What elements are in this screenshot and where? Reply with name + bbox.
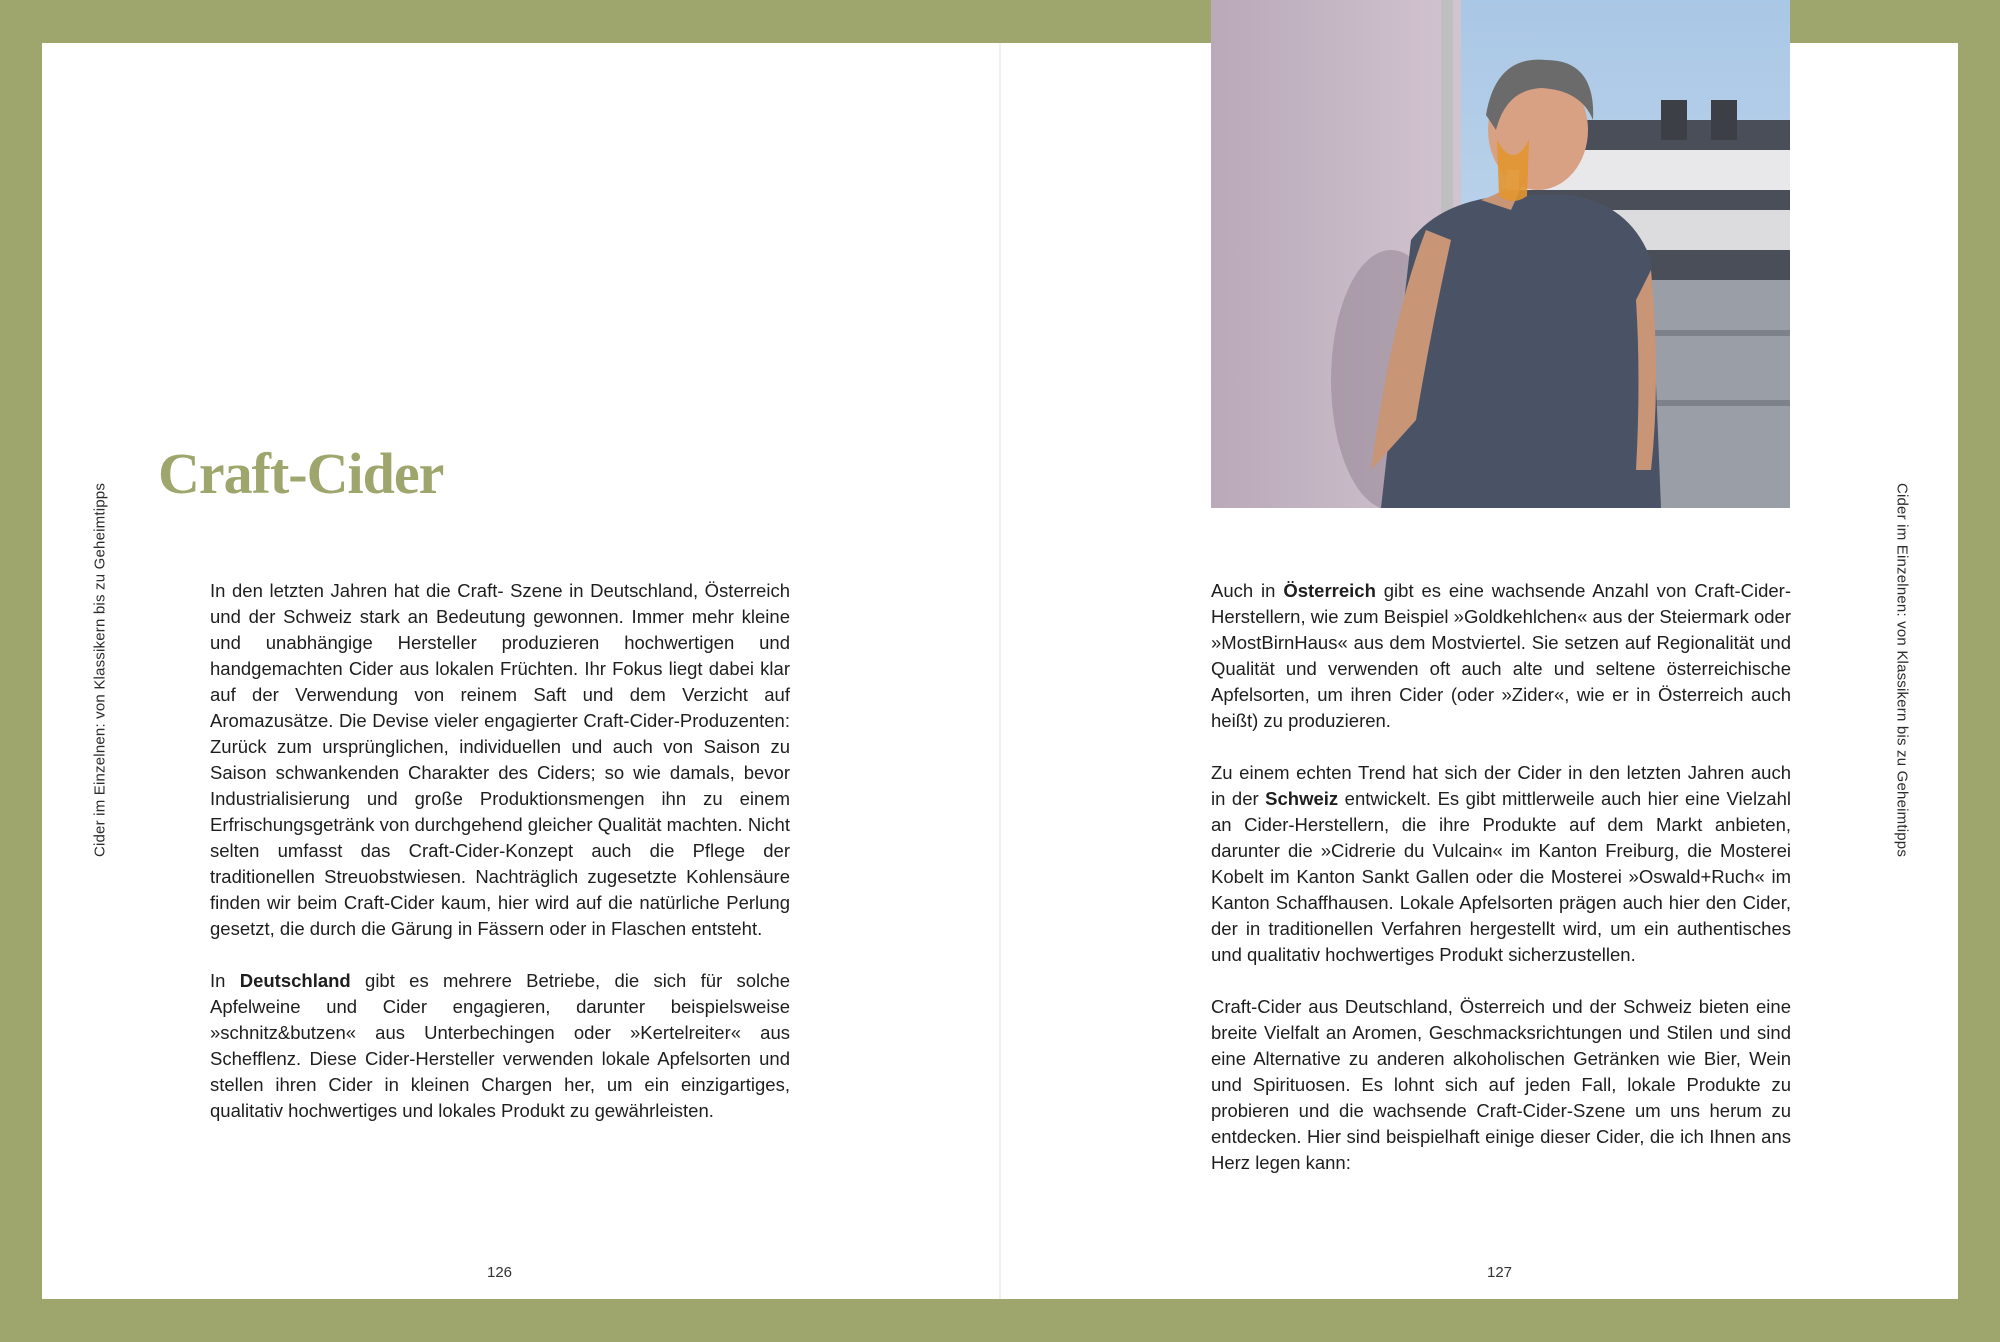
paragraph: In Deutschland gibt es mehrere Betriebe, die sich für solche Apfelweine und Cider engagieren, darunter beispielsweise »schnitz&butzen« aus Unterbechingen oder »Kertelreiter« aus Schefflenz. Diese Cider-Hersteller verwenden lokale Apfelsorten und stellen ihren Cider in kleinen Chargen her, um ein einzigartiges, qualitativ hochwertiges und lokales Produkt zu gewährleisten.	[210, 970, 790, 1121]
portrait-photo	[1211, 0, 1790, 508]
chapter-title: Craft-Cider	[158, 441, 444, 506]
bold-term: Deutschland	[239, 970, 351, 991]
running-head-right: Cider im Einzelnen: von Klassikern bis zu Geheimtipps	[1893, 482, 1911, 858]
right-text-column	[1211, 578, 1791, 1202]
paragraph: In den letzten Jahren hat die Craft- Szene in Deutschland, Österreich und der Schweiz stark an Bedeutung gewonnen. Immer mehr kleine und unabhängige Hersteller produzieren hochwertigen und handgemachten Cider aus lokalen Früchten. Ihr Fokus liegt dabei klar auf der Verwendung von reinem Saft und dem Verzicht auf Aromazusätze. Die Devise vieler engagierter Craft-Cider-Produzenten: Zurück zum ursprünglichen, individuellen und auch von Saison zu Saison schwankenden Charakter des Ciders; so wie damals, bevor Industrialisierung und große Produktionsmengen ihn zu einem Erfrischungsgetränk von durchgehend gleicher Qualität machten. Nicht selten umfasst das Craft-Cider-Konzept auch die Pflege der traditionellen Streuobstwiesen. Nachträglich zugesetzte Kohlensäure finden wir beim Craft-Cider kaum, hier wird auf die natürliche Perlung gesetzt, die durch die Gärung in Fässern oder in Flaschen entsteht.	[210, 580, 790, 939]
paragraph: Craft-Cider aus Deutschland, Österreich und der Schweiz bieten eine breite Vielfalt an Aromen, Geschmacksrichtungen und Stilen und sind eine Alternative zu anderen alkoholischen Getränken wie Bier, Wein und Spirituosen. Es lohnt sich auf jeden Fall, lokale Produkte zu probieren und die wachsende Craft-Cider-Szene um uns herum zu entdecken. Hier sind beispielhaft einige dieser Cider, die ich Ihnen ans Herz legen kann:	[1211, 996, 1791, 1173]
running-head-left: Cider im Einzelnen: von Klassikern bis zu Geheimtipps	[91, 482, 109, 858]
bold-term: Schweiz	[1265, 788, 1339, 809]
book-gutter	[999, 43, 1001, 1299]
page-number-right: 127	[1487, 1264, 1513, 1281]
bold-term: Österreich	[1283, 580, 1376, 601]
page-number-left: 126	[487, 1264, 513, 1281]
paragraph: Zu einem echten Trend hat sich der Cider in den letzten Jahren auch in der Schweiz entwickelt. Es gibt mittlerweile auch hier eine Vielzahl an Cider-Herstellern, die ihre Produkte auf dem Markt anbieten, darunter die »Cidrerie du Vulcain« im Kanton Freiburg, die Mosterei Kobelt im Kanton Sankt Gallen oder die Mosterei »Oswald+Ruch« im Kanton Schaffhausen. Lokale Apfelsorten prägen auch hier den Cider, der in traditionellen Verfahren hergestellt wird, um ein authentisches und qualitativ hochwertiges Produkt sicherzustellen.	[1211, 762, 1791, 965]
paragraph: Auch in Österreich gibt es eine wachsende Anzahl von Craft-Cider-Herstellern, wie zum Beispiel »Goldkehlchen« aus der Steiermark oder »MostBirnHaus« aus dem Mostviertel. Sie setzen auf Regionalität und Qualität und verwenden oft auch alte und seltene österreichische Apfelsorten, um ihren Cider (oder »Zider«, wie er in Österreich auch heißt) zu produzieren.	[1211, 580, 1791, 731]
left-text-column	[210, 578, 790, 1150]
